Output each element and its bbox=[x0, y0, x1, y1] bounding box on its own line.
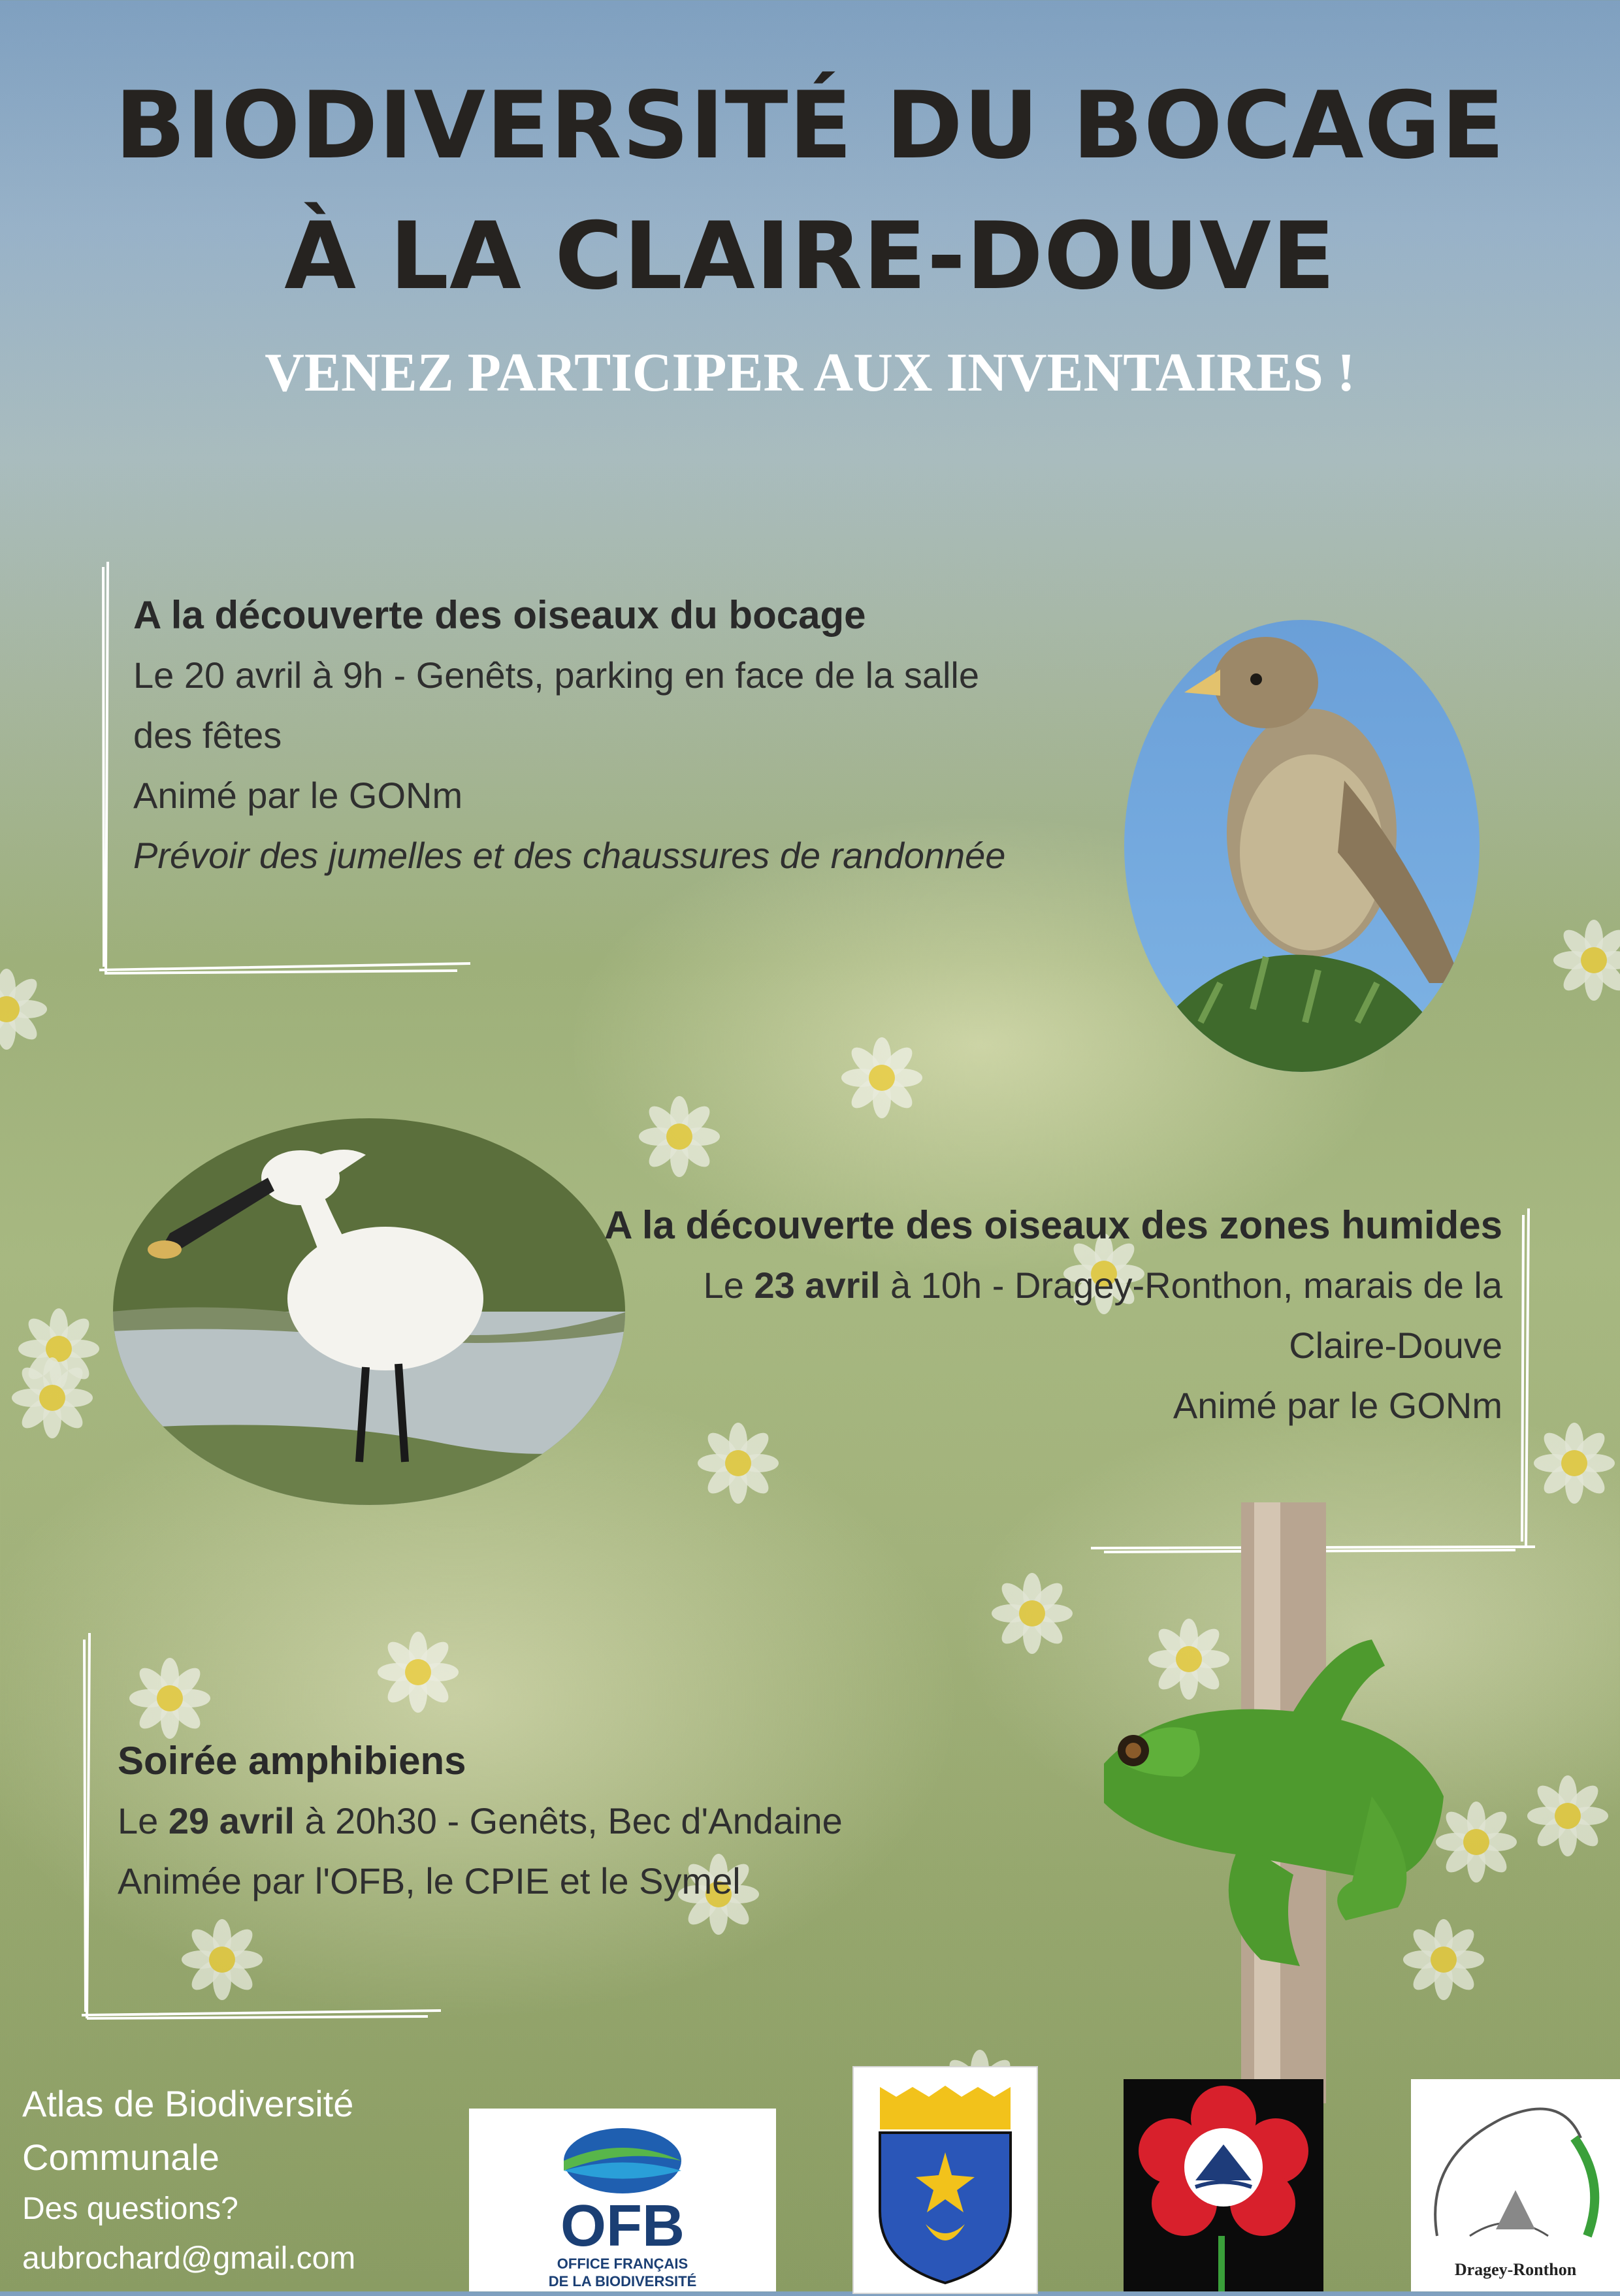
frog-photo bbox=[1045, 1502, 1476, 2103]
event-2-when-where bbox=[588, 1255, 1502, 1376]
event-3 bbox=[118, 1731, 967, 1911]
contact-email[interactable]: aubrochard@gmail.com bbox=[22, 2241, 356, 2276]
event-1-heading: A la découverte des oiseaux du bocage bbox=[133, 593, 866, 637]
red-flower-icon bbox=[1124, 2079, 1323, 2291]
bunting-photo bbox=[1122, 617, 1482, 1075]
ofb-logo bbox=[469, 2109, 776, 2291]
dragey-label: Dragey-Ronthon bbox=[1454, 2260, 1577, 2279]
event-2-date-prefix: Le bbox=[703, 1265, 754, 1306]
event-3-place: à 20h30 - Genêts, Bec d'Andaine bbox=[294, 1800, 843, 1841]
subtitle: VENEZ PARTICIPER AUX INVENTAIRES ! bbox=[265, 342, 1355, 403]
ofb-emblem bbox=[469, 2109, 776, 2291]
event-2 bbox=[588, 1195, 1502, 1436]
ofb-name: OFB bbox=[560, 2193, 685, 2259]
event-1 bbox=[133, 585, 1048, 886]
footer bbox=[22, 2077, 427, 2284]
event-2-host: Animé par le GONm bbox=[1173, 1385, 1502, 1426]
coat-of-arms-icon bbox=[854, 2067, 1037, 2293]
genets-coat-of-arms bbox=[852, 2066, 1038, 2294]
event-2-place: à 10h - Dragey-Ronthon, marais de la Claire-Douve bbox=[880, 1265, 1502, 1366]
event-1-when-where: Le 20 avril à 9h - Genêts, parking en face de la salle des fêtes bbox=[133, 655, 979, 756]
title-line-2: À LA CLAIRE-DOUVE bbox=[284, 202, 1336, 310]
ofb-subtitle-1: OFFICE FRANÇAIS bbox=[557, 2256, 688, 2272]
ofb-subtitle-2: DE LA BIODIVERSITÉ bbox=[548, 2273, 697, 2289]
flower-logo bbox=[1124, 2079, 1323, 2291]
title-line-1: BIODIVERSITÉ DU BOCAGE bbox=[114, 72, 1506, 180]
atlas-title: Atlas de Biodiversité Communale bbox=[22, 2083, 354, 2178]
event-3-host: Animée par l'OFB, le CPIE et le Symel bbox=[118, 1860, 741, 1901]
event-3-when-where bbox=[118, 1791, 967, 1851]
event-1-note: Prévoir des jumelles et des chaussures de randonnée bbox=[133, 835, 1006, 876]
event-3-heading: Soirée amphibiens bbox=[118, 1739, 466, 1783]
spoonbill-photo bbox=[111, 1116, 627, 1508]
event-3-date-prefix: Le bbox=[118, 1800, 169, 1841]
dragey-emblem bbox=[1411, 2079, 1620, 2291]
event-3-date: 29 avril bbox=[168, 1800, 295, 1841]
event-2-date: 23 avril bbox=[754, 1265, 881, 1306]
dragey-ronthon-logo bbox=[1411, 2079, 1620, 2291]
questions-label: Des questions? bbox=[22, 2191, 238, 2226]
event-1-host: Animé par le GONm bbox=[133, 775, 463, 816]
event-2-heading: A la découverte des oiseaux des zones humides bbox=[604, 1203, 1502, 1247]
